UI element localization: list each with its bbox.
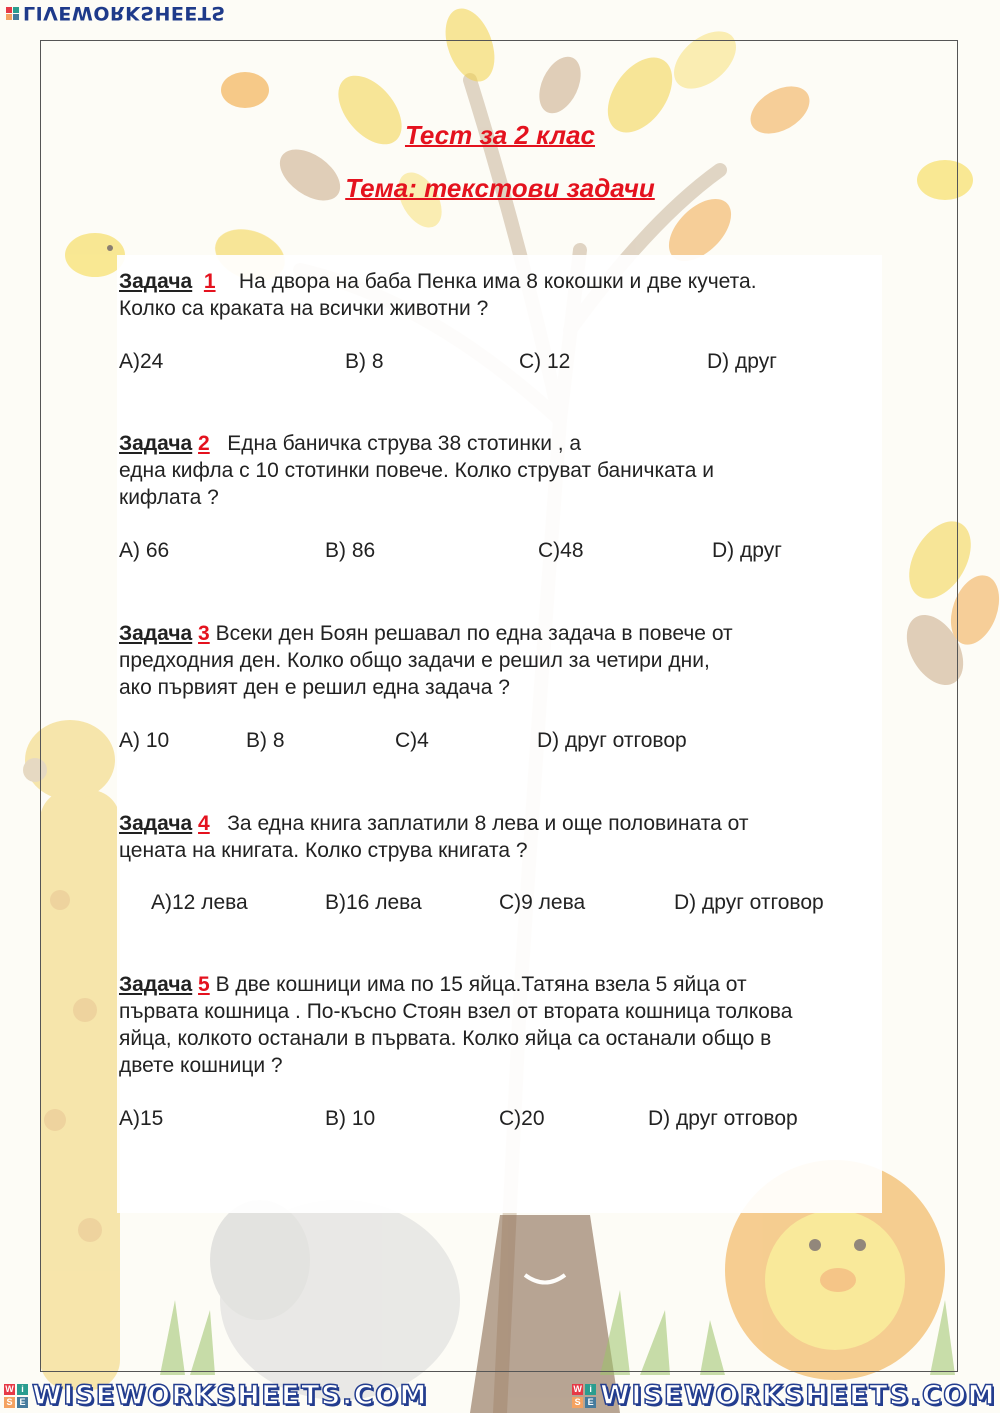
logo-squares-icon: W i S E — [572, 1384, 596, 1408]
footer-logo-strip — [0, 1378, 1000, 1413]
task-label: Задача — [119, 812, 193, 835]
task-4-option-b[interactable]: B)16 лева — [325, 891, 422, 914]
task-3 — [119, 620, 880, 701]
task-5-option-a[interactable]: A)15 — [119, 1107, 164, 1130]
task-number: 3 — [198, 622, 210, 645]
task-number: 2 — [198, 432, 210, 455]
footer-logo-text: WISEWORKSHEETS.COM — [32, 1380, 428, 1411]
task-text-line: двете кошници ? — [119, 1054, 283, 1077]
task-number: 5 — [198, 973, 210, 996]
footer-logo-text: WISEWORKSHEETS.COM — [600, 1380, 996, 1411]
task-3-option-d[interactable]: D) друг отговор — [537, 729, 687, 752]
page-subtitle: Тема: текстови задачи — [345, 173, 655, 203]
task-1-option-a[interactable]: A)24 — [119, 350, 164, 373]
task-5-option-d[interactable]: D) друг отговор — [648, 1107, 798, 1130]
task-5-option-c[interactable]: C)20 — [499, 1107, 545, 1130]
task-4-option-a[interactable]: A)12 лева — [151, 891, 248, 914]
task-label: Задача — [119, 270, 193, 293]
task-1-option-b[interactable]: B) 8 — [345, 350, 384, 373]
task-3-option-b[interactable]: B) 8 — [246, 729, 285, 752]
task-text-line: кифлата ? — [119, 486, 219, 509]
task-4-option-c[interactable]: C)9 лева — [499, 891, 586, 914]
task-3-option-a[interactable]: A) 10 — [119, 729, 170, 752]
task-text-line: За една книга заплатили 8 лева и още половината от — [227, 812, 749, 835]
task-text-line: ако първият ден е решил една задача ? — [119, 676, 510, 699]
task-5-option-b[interactable]: B) 10 — [325, 1107, 376, 1130]
task-2-option-d[interactable]: D) друг — [712, 539, 782, 562]
task-text-line: На двора на баба Пенка има 8 кокошки и две кучета. — [238, 270, 757, 293]
task-2-option-b[interactable]: B) 86 — [325, 539, 376, 562]
task-label: Задача — [119, 973, 193, 996]
header-logo[interactable] — [6, 2, 226, 24]
task-text-line: В две кошници има по 15 яйца.Татяна взела 5 яйца от — [215, 973, 747, 996]
task-number: 4 — [198, 812, 210, 835]
task-text-line: Една баничка струва 38 стотинки , а — [227, 432, 582, 455]
task-4-option-d[interactable]: D) друг отговор — [674, 891, 824, 914]
task-2-option-c[interactable]: C)48 — [538, 539, 584, 562]
page-title: Тест за 2 клас — [404, 120, 596, 150]
task-text-line: яйца, колкото останали в първата. Колко яйца са останали общо в — [119, 1027, 772, 1050]
task-1-option-d[interactable]: D) друг — [707, 350, 777, 373]
task-number: 1 — [203, 270, 216, 293]
task-text-line: Колко са краката на всички животни ? — [119, 297, 489, 320]
footer-logo[interactable] — [4, 1380, 428, 1411]
task-5 — [119, 971, 880, 1079]
task-1-option-c[interactable]: C) 12 — [519, 350, 571, 373]
task-1 — [119, 268, 880, 322]
logo-squares-icon — [6, 7, 19, 20]
footer-logo[interactable] — [572, 1380, 996, 1411]
task-text-line: цената на книгата. Колко струва книгата ? — [119, 839, 528, 862]
task-text-line: Всеки ден Боян решавал по една задача в повече от — [215, 622, 733, 645]
task-label: Задача — [119, 622, 193, 645]
logo-squares-icon: W i S E — [4, 1384, 28, 1408]
task-label: Задача — [119, 432, 193, 455]
task-3-option-c[interactable]: C)4 — [395, 729, 429, 752]
task-2-option-a[interactable]: A) 66 — [119, 539, 170, 562]
task-text-line: първата кошница . По-късно Стоян взел от втората кошница толкова — [119, 1000, 793, 1023]
task-4 — [119, 810, 880, 864]
header-logo-text: LIVEWORKSHEETS — [23, 2, 226, 24]
task-text-line: предходния ден. Колко общо задачи е решил за четири дни, — [119, 649, 710, 672]
task-text-line: една кифла с 10 стотинки повече. Колко струват баничката и — [119, 459, 714, 482]
task-2 — [119, 430, 880, 511]
